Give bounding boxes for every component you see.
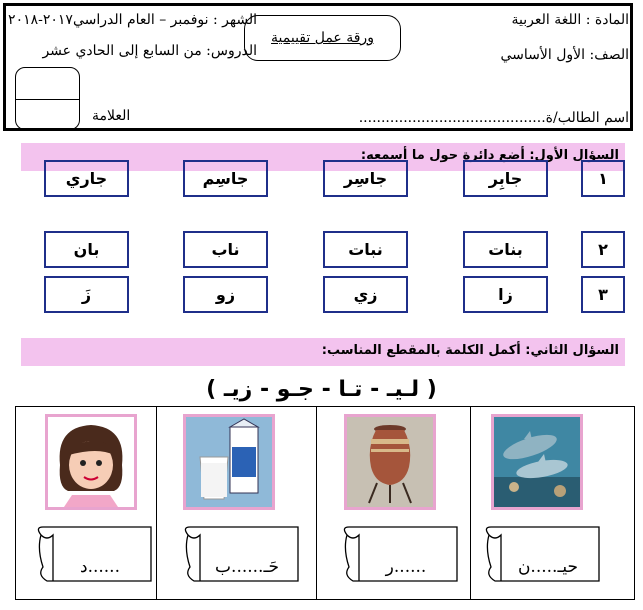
answer-text: حيـ.....ن: [517, 557, 579, 577]
dolphins-image: [491, 414, 583, 510]
grade-label: الصف: الأول الأساسي: [500, 47, 629, 63]
question2-bar: [21, 338, 625, 366]
mark-label: العلامة: [92, 108, 131, 124]
mark-box[interactable]: [15, 67, 80, 130]
row-number: ٣: [581, 276, 625, 313]
row-number: ٢: [581, 231, 625, 268]
month-year-label: الشهر : نوفمبر – العام الدراسي٢٠١٧-٢٠١٨: [8, 12, 257, 28]
syllable-options: ( لـيـ - تـا - جـو - زيـ ): [206, 377, 437, 402]
question1-prompt: السؤال الأول: أضع دائرة حول ما أسمعه:: [360, 148, 619, 163]
lessons-label: الدروس: من السابع إلى الحادي عشر: [42, 43, 257, 59]
worksheet-title: ورقة عمل تقييمية: [271, 30, 374, 46]
question2-prompt: السؤال الثاني: أكمل الكلمة بالمقطع المناسب:: [321, 343, 619, 358]
worksheet-title-box: [244, 15, 401, 61]
answer-text: ......ر: [385, 557, 427, 577]
answer-text: ......د: [80, 557, 120, 577]
word-option[interactable]: نبات: [323, 231, 408, 268]
word-option[interactable]: زو: [183, 276, 268, 313]
word-option[interactable]: زي: [323, 276, 408, 313]
answer-text: حَـ......ب: [215, 557, 279, 577]
girl-image: [45, 414, 137, 510]
word-option[interactable]: جابِر: [463, 160, 548, 197]
word-option[interactable]: ناب: [183, 231, 268, 268]
word-option[interactable]: جاسِم: [183, 160, 268, 197]
milk-image: [183, 414, 275, 510]
word-option[interactable]: زا: [463, 276, 548, 313]
vase-image: [344, 414, 436, 510]
word-option[interactable]: زَ: [44, 276, 129, 313]
student-name-field[interactable]: اسم الطالب/ة..........................................: [358, 110, 629, 126]
subject-label: المادة : اللغة العربية: [511, 12, 629, 28]
word-option[interactable]: بان: [44, 231, 129, 268]
word-option[interactable]: بنات: [463, 231, 548, 268]
row-number: ١: [581, 160, 625, 197]
word-option[interactable]: جاري: [44, 160, 129, 197]
word-option[interactable]: جاسِر: [323, 160, 408, 197]
